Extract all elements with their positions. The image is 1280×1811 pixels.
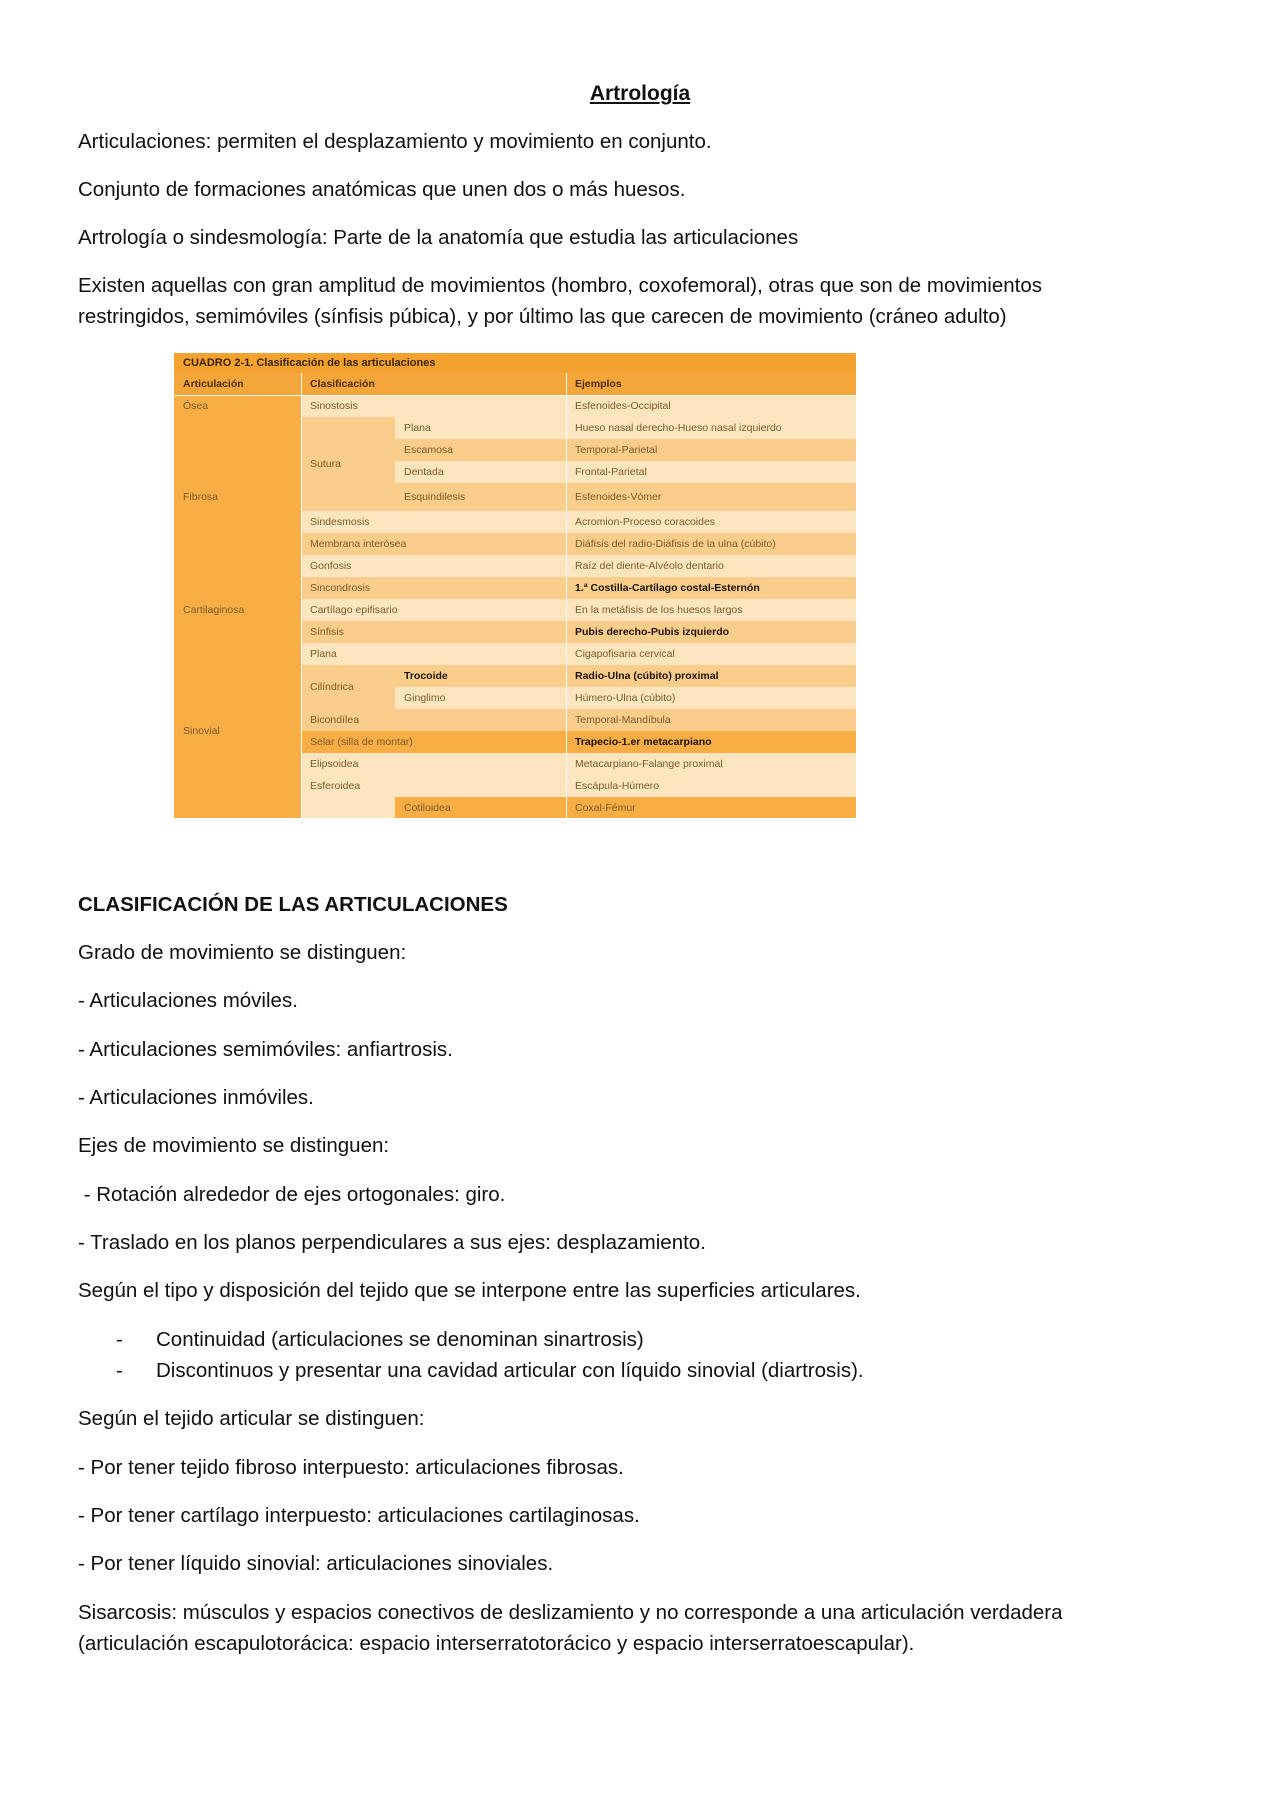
intro-paragraph-2: Conjunto de formaciones anatómicas que unen dos o más huesos. [78,178,686,201]
table-cell-sub: Plana [395,417,566,439]
table-cell-ejemplo: Metacarpiano-Falange proximal [566,753,856,775]
table-cell-sub: Trocoide [395,665,566,687]
table-cell-ejemplo: Escápula-Húmero [566,775,856,797]
sisarcosis-line-2: (articulación escapulotorácica: espacio interserratotorácico y espacio interserratoescapular). [78,1632,915,1655]
table-divider [174,395,856,396]
table-cell-clas: Sinostosis [301,395,566,417]
tejido-item: - Por tener tejido fibroso interpuesto: articulaciones fibrosas. [78,1456,624,1479]
table-cell-sub: Escamosa [395,439,566,461]
table-cell-clas: Gonfosis [301,555,566,577]
table-cell-clas: Selar (silla de montar) [301,731,566,753]
table-cell-clas: Sínfisis [301,621,566,643]
bullet-dash: - [116,1328,123,1351]
tipo-bullet-item [116,1324,644,1355]
table-cell-ejemplo: Coxal-Fémur [566,797,856,818]
tipo-item-text: Continuidad (articulaciones se denominan sinartrosis) [156,1328,644,1351]
table-header-clasificacion: Clasificación [301,373,566,395]
sisarcosis-line-1: Sisarcosis: músculos y espacios conectivos de deslizamiento y no corresponde a una articulación verdadera [78,1601,1063,1624]
table-cell-ejemplo: Temporal-Parietal [566,439,856,461]
page-title: Artrología [589,82,691,105]
table-divider [566,373,567,818]
amplitud-line-1: Existen aquellas con gran amplitud de movimientos (hombro, coxofemoral), otras que son de movimientos [78,274,1042,297]
ejes-item: - Traslado en los planos perpendiculares a sus ejes: desplazamiento. [78,1231,706,1254]
amplitud-paragraph [78,270,1198,332]
intro-paragraph-1: Articulaciones: permiten el desplazamiento y movimiento en conjunto. [78,130,712,153]
table-cell-ejemplo: Húmero-Ulna (cúbito) [566,687,856,709]
tipo-bullet-item [116,1355,864,1386]
sisarcosis-paragraph [78,1597,1198,1659]
tipo-heading: Según el tipo y disposición del tejido que se interpone entre las superficies articulares. [78,1279,861,1302]
bullet-dash: - [116,1359,123,1382]
table-cell-ejemplo: Esfenoides-Occipital [566,395,856,417]
table-cell-sub: Dentada [395,461,566,483]
table-cell-clas: Esferoidea [301,775,566,797]
group-sinovial: Sinovial [174,643,301,818]
tipo-item-text: Discontinuos y presentar una cavidad articular con líquido sinovial (diartrosis). [156,1359,864,1382]
table-cell-sub: Cotiloidea [395,797,566,818]
table-header-articulacion: Articulación [174,373,301,395]
table-cell-clas: Cartílago epifisario [301,599,566,621]
table-header-ejemplos: Ejemplos [566,373,856,395]
table-cell-clas: Membrana interósea [301,533,566,555]
grado-item: - Articulaciones inmóviles. [78,1086,314,1109]
table-cell-sub: Esquindilesis [395,483,566,511]
table-cell-ejemplo: Pubis derecho-Pubis izquierdo [566,621,856,643]
table-cell-clas: Elipsoidea [301,753,566,775]
grado-heading: Grado de movimiento se distinguen: [78,941,407,964]
group-osea: Ósea [174,395,301,417]
table-cell-clas: Sindesmosis [301,511,566,533]
table-cell-ejemplo: Radio-Ulna (cúbito) proximal [566,665,856,687]
tejido-item: - Por tener líquido sinovial: articulaciones sinoviales. [78,1552,554,1575]
table-caption: CUADRO 2-1. Clasificación de las articulaciones [174,353,856,373]
table-cell-ejemplo: Hueso nasal derecho-Hueso nasal izquierdo [566,417,856,439]
table-cell-ejemplo: Temporal-Mandíbula [566,709,856,731]
table-cell-clas: Bicondílea [301,709,566,731]
classification-table [174,353,856,818]
grado-item: - Articulaciones móviles. [78,989,298,1012]
group-fibrosa: Fibrosa [174,417,301,577]
group-cartilaginosa: Cartilaginosa [174,577,301,643]
table-cell-ejemplo: Raíz del diente-Alvéolo dentario [566,555,856,577]
ejes-heading: Ejes de movimiento se distinguen: [78,1134,390,1157]
tejido-item: - Por tener cartílago interpuesto: articulaciones cartilaginosas. [78,1504,640,1527]
group-sutura: Sutura [301,417,395,511]
table-cell-ejemplo: 1.ª Costilla-Cartílago costal-Esternón [566,577,856,599]
table-cell-ejemplo: Diáfisis del radio-Diáfisis de la ulna (cúbito) [566,533,856,555]
table-cell-ejemplo: Cigapofisaria cervical [566,643,856,665]
intro-paragraph-3: Artrología o sindesmología: Parte de la anatomía que estudia las articulaciones [78,226,799,249]
grado-item: - Articulaciones semimóviles: anfiartrosis. [78,1038,453,1061]
table-cell-ejemplo: Esfenoides-Vómer [566,483,856,511]
table-cell-ejemplo: Acromion-Proceso coracoides [566,511,856,533]
table-divider [301,373,302,818]
section-heading: CLASIFICACIÓN DE LAS ARTICULACIONES [78,893,508,916]
tejido-heading: Según el tejido articular se distinguen: [78,1407,425,1430]
table-cell-ejemplo: En la metáfisis de los huesos largos [566,599,856,621]
table-cell-ejemplo: Trapecio-1.er metacarpiano [566,731,856,753]
table-cell-clas: Plana [301,643,566,665]
ejes-item: - Rotación alrededor de ejes ortogonales: giro. [78,1183,506,1206]
table-cell-sub: Ginglimo [395,687,566,709]
amplitud-line-2: restringidos, semimóviles (sínfisis púbica), y por último las que carecen de movimiento (cráneo adulto) [78,305,1007,328]
table-cell-blank [301,797,395,818]
table-cell-ejemplo: Frontal-Parietal [566,461,856,483]
group-cilindrica: Cilíndrica [301,665,395,709]
table-cell-clas: Sincondrosis [301,577,566,599]
